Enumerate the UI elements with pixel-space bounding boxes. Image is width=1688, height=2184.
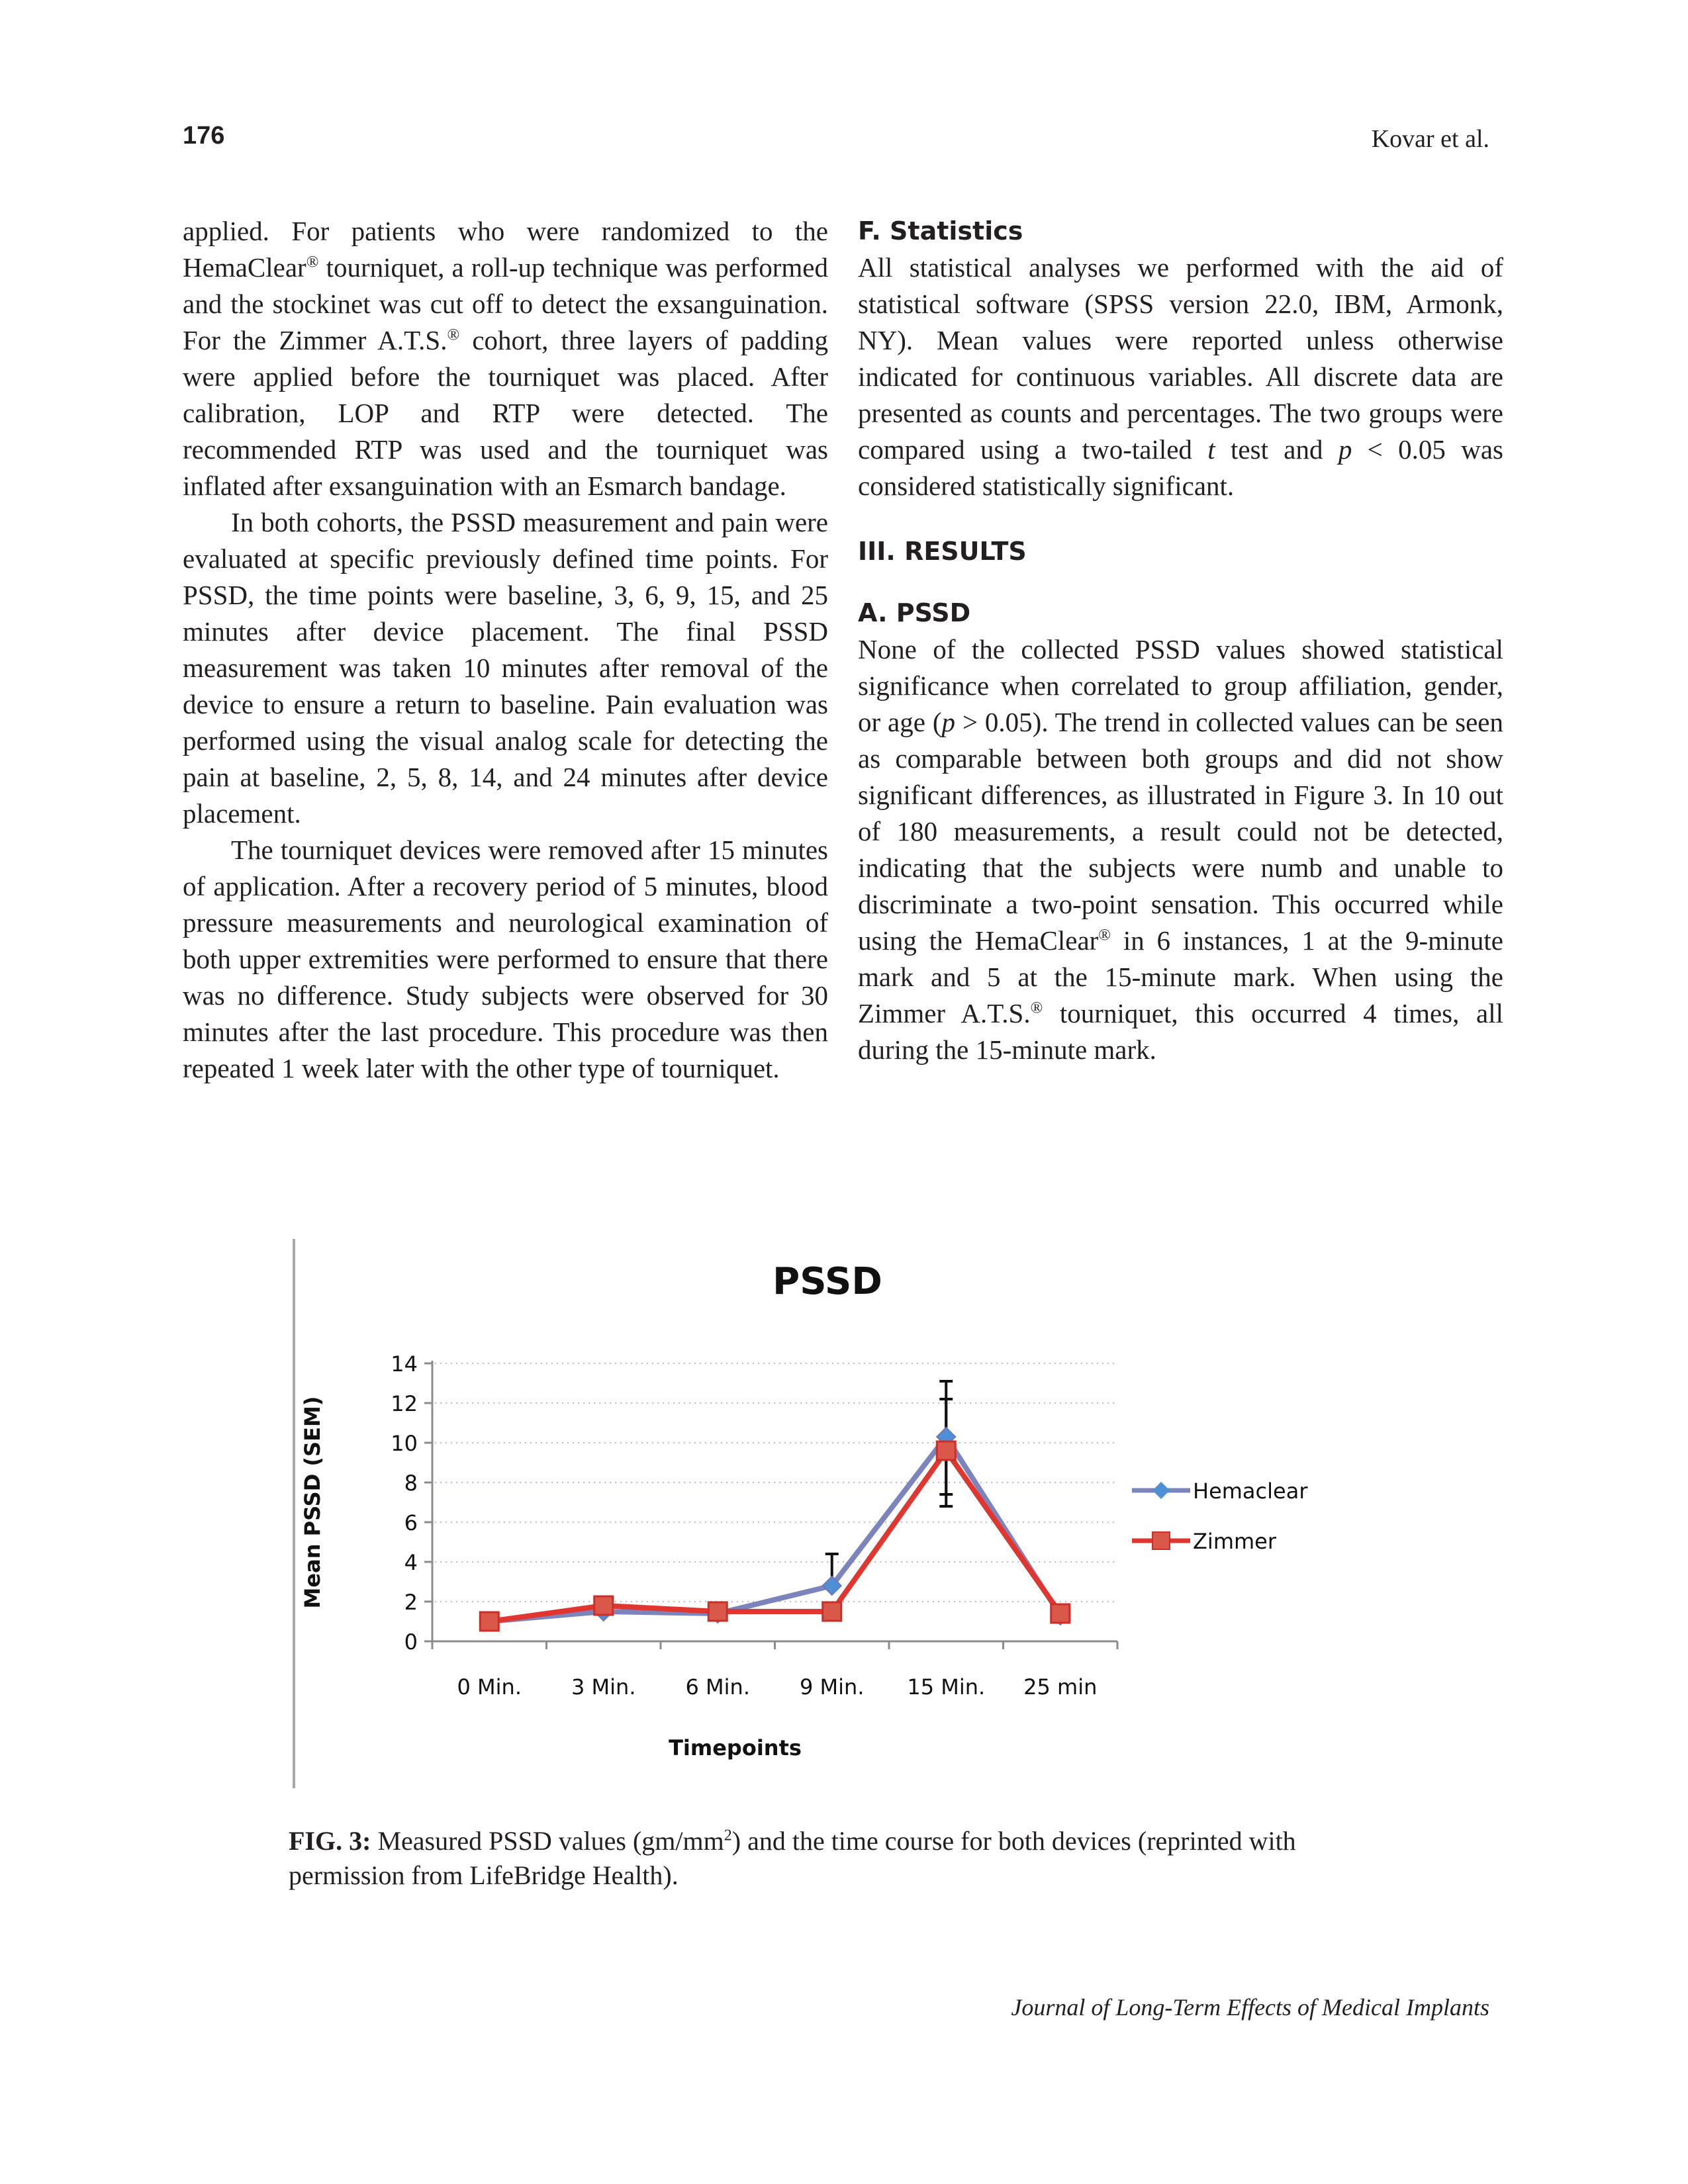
- left-column: [183, 213, 828, 1087]
- registered-mark: ®: [447, 326, 460, 344]
- figure-3: [278, 1231, 1403, 1807]
- paragraph-statistics: [858, 250, 1503, 504]
- square-marker-icon: [937, 1441, 955, 1460]
- section-heading-pssd: A. PSSD: [858, 598, 971, 627]
- registered-mark: ®: [1098, 926, 1111, 944]
- italic-p: p: [941, 707, 955, 737]
- journal-footer: Journal of Long-Term Effects of Medical Implants: [1011, 1994, 1489, 2021]
- legend-square-icon: [1152, 1532, 1170, 1549]
- text: test and: [1215, 434, 1338, 465]
- y-tick-label: 10: [391, 1431, 418, 1456]
- x-tick-label: 25 min: [1023, 1674, 1098, 1700]
- page-number: 176: [183, 122, 225, 150]
- square-marker-icon: [823, 1602, 841, 1621]
- italic-p: p: [1338, 434, 1352, 465]
- series-line-zimmer: [489, 1451, 1060, 1621]
- y-tick-label: 8: [404, 1471, 418, 1496]
- text: > 0.05). The trend in collected values can be seen as comparable between both groups and did not show significant differences, as illustrated in Figure 3. In 10 out of 180 measurements, a result could not be detected, indicating that the subjects were numb and unable to discriminate a two-point sensation. This occurred while using the HemaClear: [858, 707, 1504, 956]
- superscript: 2: [724, 1827, 732, 1844]
- y-tick-label: 12: [391, 1391, 418, 1416]
- y-tick-label: 2: [404, 1590, 418, 1615]
- pssd-line-chart: [278, 1231, 1403, 1807]
- legend-diamond-icon: [1152, 1482, 1170, 1499]
- legend-label: Hemaclear: [1193, 1479, 1308, 1504]
- text: None of the collected PSSD values showed statistical significance when correlated to group affiliation, gender, or age (: [858, 634, 1503, 737]
- square-marker-icon: [594, 1596, 613, 1615]
- x-tick-label: 15 Min.: [907, 1674, 986, 1700]
- square-marker-icon: [480, 1612, 498, 1631]
- paragraph-pssd: [858, 631, 1503, 1068]
- x-tick-label: 6 Min.: [685, 1674, 750, 1700]
- text: < 0.05 was considered statistically significant.: [858, 434, 1504, 501]
- text: tourniquet, a roll-up technique was performed and the stockinet was cut off to detect the exsanguination. For the Zimmer A.T.S.: [183, 252, 828, 355]
- paragraph-timepoints: In both cohorts, the PSSD measurement and pain were evaluated at specific previously defined time points. For PSSD, the time points were baseline, 3, 6, 9, 15, and 25 minutes after device placement. The final PSSD measurement was taken 10 minutes after removal of the device to ensure a return to baseline. Pain evaluation was performed using the visual analog scale for detecting the pain at baseline, 2, 5, 8, 14, and 24 minutes after device placement.: [183, 507, 828, 829]
- legend-label: Zimmer: [1193, 1529, 1276, 1554]
- caption-text: ) and the time course for both devices (reprinted with permission from LifeBridge Health).: [289, 1826, 1296, 1890]
- right-column: [858, 213, 1503, 1068]
- caption-label: FIG. 3:: [289, 1826, 371, 1856]
- registered-mark: ®: [306, 253, 319, 271]
- series-line-hemaclear: [489, 1437, 1060, 1621]
- section-heading-statistics: F. Statistics: [858, 216, 1023, 246]
- x-axis-label: Timepoints: [669, 1735, 802, 1760]
- chart-title: PSSD: [773, 1260, 882, 1303]
- square-marker-icon: [1051, 1604, 1070, 1623]
- text: cohort, three layers of padding were applied before the tourniquet was placed. After calibration, LOP and RTP were detected. The recommended RTP was used and the tourniquet was inflated after exsanguination with an Esmarch bandage.: [183, 325, 829, 501]
- paragraph-procedure: [183, 213, 828, 504]
- section-heading-results: III. RESULTS: [858, 537, 1027, 566]
- y-tick-label: 14: [391, 1351, 418, 1377]
- caption-text: Measured PSSD values (gm/mm: [371, 1826, 724, 1856]
- y-tick-label: 6: [404, 1510, 418, 1535]
- y-tick-label: 0: [404, 1629, 418, 1655]
- figure-left-rule: [293, 1239, 295, 1788]
- text: tourniquet, this occurred 4 times, all during the 15-minute mark.: [858, 998, 1503, 1065]
- x-tick-label: 0 Min.: [457, 1674, 522, 1700]
- text: All statistical analyses we performed with the aid of statistical software (SPSS version 22.0, IBM, Armonk, NY). Mean values were reported unless otherwise indicated for continuous variables. All discrete data are presented as counts and percentages. The two groups were compared using a two-tailed: [858, 252, 1503, 465]
- square-marker-icon: [708, 1602, 727, 1621]
- x-tick-label: 9 Min.: [800, 1674, 865, 1700]
- figure-caption: [289, 1824, 1401, 1893]
- text: in 6 instances, 1 at the 9-minute mark and 5 at the 15-minute mark. When using the Zimmer A.T.S.: [858, 925, 1503, 1028]
- paragraph-removal: The tourniquet devices were removed after 15 minutes of application. After a recovery period of 5 minutes, blood pressure measurements and neurological examination of both upper extremities were performed to ensure that there was no difference. Study subjects were observed for 30 minutes after the last procedure. This procedure was then repeated 1 week later with the other type of tourniquet.: [183, 835, 828, 1083]
- y-tick-label: 4: [404, 1550, 418, 1575]
- text: applied. For patients who were randomized to the HemaClear: [183, 216, 828, 283]
- x-tick-label: 3 Min.: [571, 1674, 636, 1700]
- italic-t: t: [1207, 434, 1215, 465]
- registered-mark: ®: [1030, 999, 1043, 1017]
- y-axis-label: Mean PSSD (SEM): [300, 1396, 325, 1609]
- running-head: Kovar et al.: [1371, 125, 1489, 153]
